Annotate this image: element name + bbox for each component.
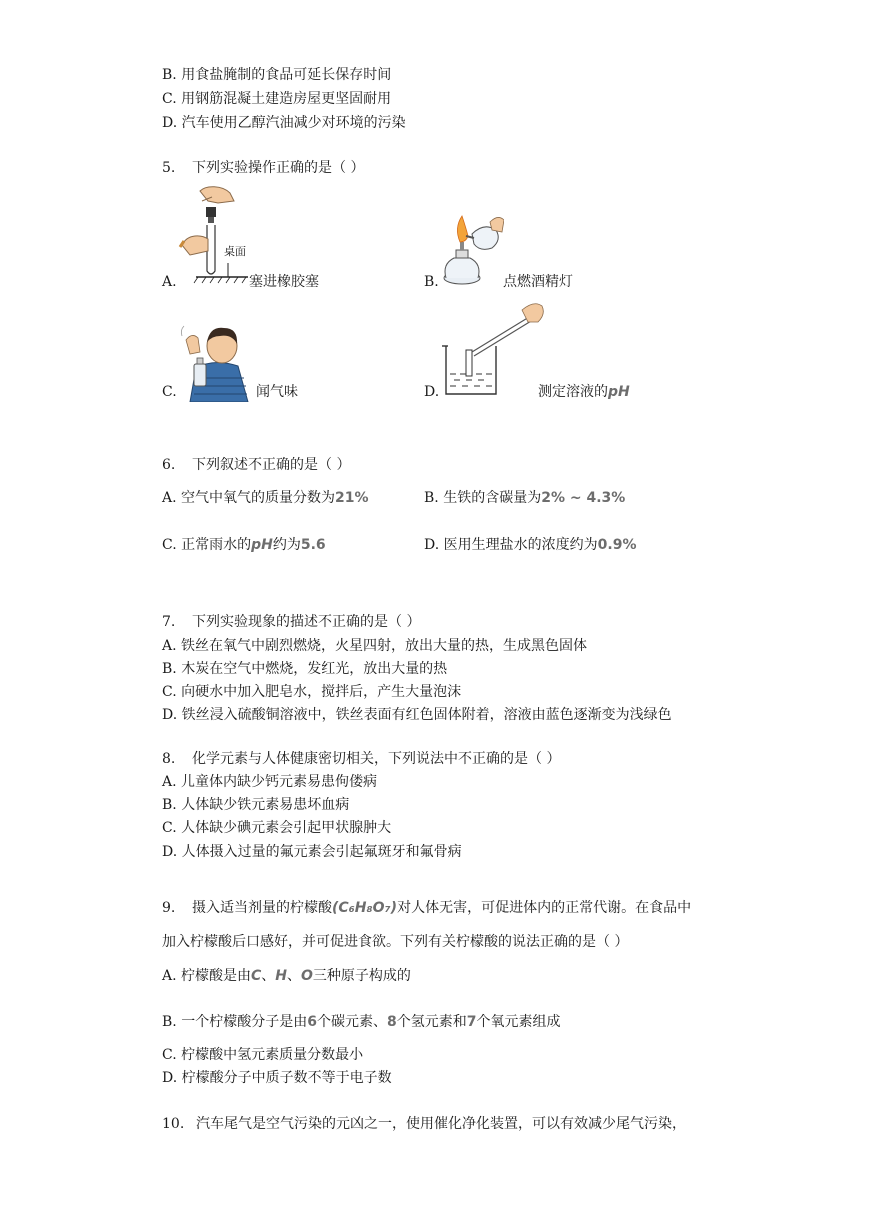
q5-option-b-letter: B. [424, 274, 439, 290]
q6-text: 下列叙述不正确的是（ ） [192, 457, 351, 473]
q9-option-a-o: O [301, 968, 313, 984]
q7-option-c: C. 向硬水中加入肥皂水，搅拌后，产生大量泡沫 [162, 684, 462, 700]
q6-option-b-math: 2% ~ 4.3% [541, 490, 626, 506]
q6-option-d [424, 536, 636, 554]
q9-option-a-text1: A. 柠檬酸是由 [162, 968, 252, 984]
q9-option-b-text4: 个氧元素组成 [476, 1014, 561, 1030]
q5-option-d-letter: D. [424, 384, 440, 400]
citric-acid-formula: (C₆H₈O₇) [332, 900, 398, 916]
q8-number: 8. [162, 751, 176, 767]
q9-option-a-sep1: 、 [261, 968, 276, 984]
q7-option-b: B. 木炭在空气中燃烧，发红光，放出大量的热 [162, 661, 448, 677]
q9-option-b-text3: 个氢元素和 [396, 1014, 467, 1030]
q9-option-a-c: C [251, 968, 262, 984]
q8-option-a: A. 儿童体内缺少钙元素易患佝偻病 [162, 774, 378, 790]
q5-option-a-text: 塞进橡胶塞 [249, 274, 319, 290]
q7-option-d: D. 铁丝浸入硫酸铜溶液中，铁丝表面有红色固体附着，溶液由蓝色逐渐变为浅绿色 [162, 707, 672, 723]
q10-text: 汽车尾气是空气污染的元凶之一，使用催化净化装置，可以有效减少尾气污染， [196, 1116, 686, 1132]
q6-option-c [162, 536, 326, 554]
q5-option-d-math: pH [608, 384, 630, 400]
test-tube-stopper-figure [178, 183, 250, 287]
ph-test-figure [442, 300, 546, 398]
q9-number: 9. [162, 900, 176, 916]
q9-option-b [162, 1013, 560, 1031]
q7-option-a: A. 铁丝在氧气中剧烈燃烧，火星四射，放出大量的热，生成黑色固体 [162, 638, 588, 654]
q5-option-d-text [538, 383, 630, 401]
q9-option-a-h: H [275, 968, 288, 984]
q9-stem-line1 [162, 899, 691, 917]
q10-stem [162, 1115, 686, 1133]
q8-option-d: D. 人体摄入过量的氟元素会引起氟斑牙和氟骨病 [162, 844, 462, 860]
q9-option-a [162, 967, 411, 985]
q6-option-a [162, 489, 369, 507]
q9-option-a-text2: 三种原子构成的 [312, 968, 411, 984]
desktop-label: 桌面 [224, 245, 246, 258]
q8-text: 化学元素与人体健康密切相关，下列说法中不正确的是（ ） [192, 751, 561, 767]
q6-option-a-math: 21% [335, 490, 369, 506]
q5-text: 下列实验操作正确的是（ ） [192, 160, 365, 176]
q8-option-c: C. 人体缺少碘元素会引起甲状腺肿大 [162, 820, 392, 836]
q5-option-c-letter: C. [162, 384, 177, 400]
q6-option-c-text2: 约为 [272, 537, 301, 553]
q5-option-a-letter: A. [162, 274, 177, 290]
q5-option-b-text: 点燃酒精灯 [503, 274, 573, 290]
q9-option-b-text1: B. 一个柠檬酸分子是由 [162, 1014, 308, 1030]
q9-option-b-num8: 8 [386, 1014, 397, 1030]
smell-gas-figure [176, 318, 252, 402]
q6-option-d-math: 0.9% [597, 537, 637, 553]
q7-number: 7. [162, 614, 176, 630]
q6-option-c-math1: pH [251, 537, 273, 553]
q6-option-c-text1: C. 正常雨水的 [162, 537, 252, 553]
q6-option-b [424, 489, 625, 507]
q7-text: 下列实验现象的描述不正确的是（ ） [192, 614, 421, 630]
q5-option-d-label: 测定溶液的 [538, 384, 608, 400]
q5-number: 5. [162, 160, 176, 176]
q10-number: 10. [162, 1116, 185, 1132]
q5-stem [162, 159, 364, 177]
q9-option-b-text2: 个碳元素、 [316, 1014, 387, 1030]
q8-option-b: B. 人体缺少铁元素易患坏血病 [162, 797, 350, 813]
q6-option-d-text: D. 医用生理盐水的浓度约为 [424, 537, 598, 553]
q9-stem-line2: 加入柠檬酸后口感好，并可促进食欲。下列有关柠檬酸的说法正确的是（ ） [162, 934, 629, 950]
q7-stem [162, 613, 420, 631]
alcohol-lamp-figure [436, 212, 504, 288]
q6-option-c-math2: 5.6 [300, 537, 326, 553]
q9-option-b-num7: 7 [466, 1014, 477, 1030]
q9-stem-part1: 摄入适当剂量的柠檬酸 [192, 900, 332, 916]
q4-option-d: D. 汽车使用乙醇汽油减少对环境的污染 [162, 115, 406, 131]
q5-option-c-text: 闻气味 [256, 384, 298, 400]
q6-number: 6. [162, 457, 176, 473]
q4-option-c: C. 用钢筋混凝土建造房屋更坚固耐用 [162, 91, 392, 107]
q9-option-d: D. 柠檬酸分子中质子数不等于电子数 [162, 1070, 392, 1086]
q9-option-b-num6: 6 [307, 1014, 317, 1030]
q4-option-b: B. 用食盐腌制的食品可延长保存时间 [162, 67, 392, 83]
q6-option-a-text: A. 空气中氧气的质量分数为 [162, 490, 336, 506]
q9-option-c: C. 柠檬酸中氢元素质量分数最小 [162, 1047, 364, 1063]
q8-stem [162, 750, 560, 768]
q6-stem [162, 456, 350, 474]
q6-option-b-text: B. 生铁的含碳量为 [424, 490, 542, 506]
q9-option-a-sep2: 、 [287, 968, 302, 984]
q9-stem-part2: 对人体无害，可促进体内的正常代谢。在食品中 [397, 900, 692, 916]
